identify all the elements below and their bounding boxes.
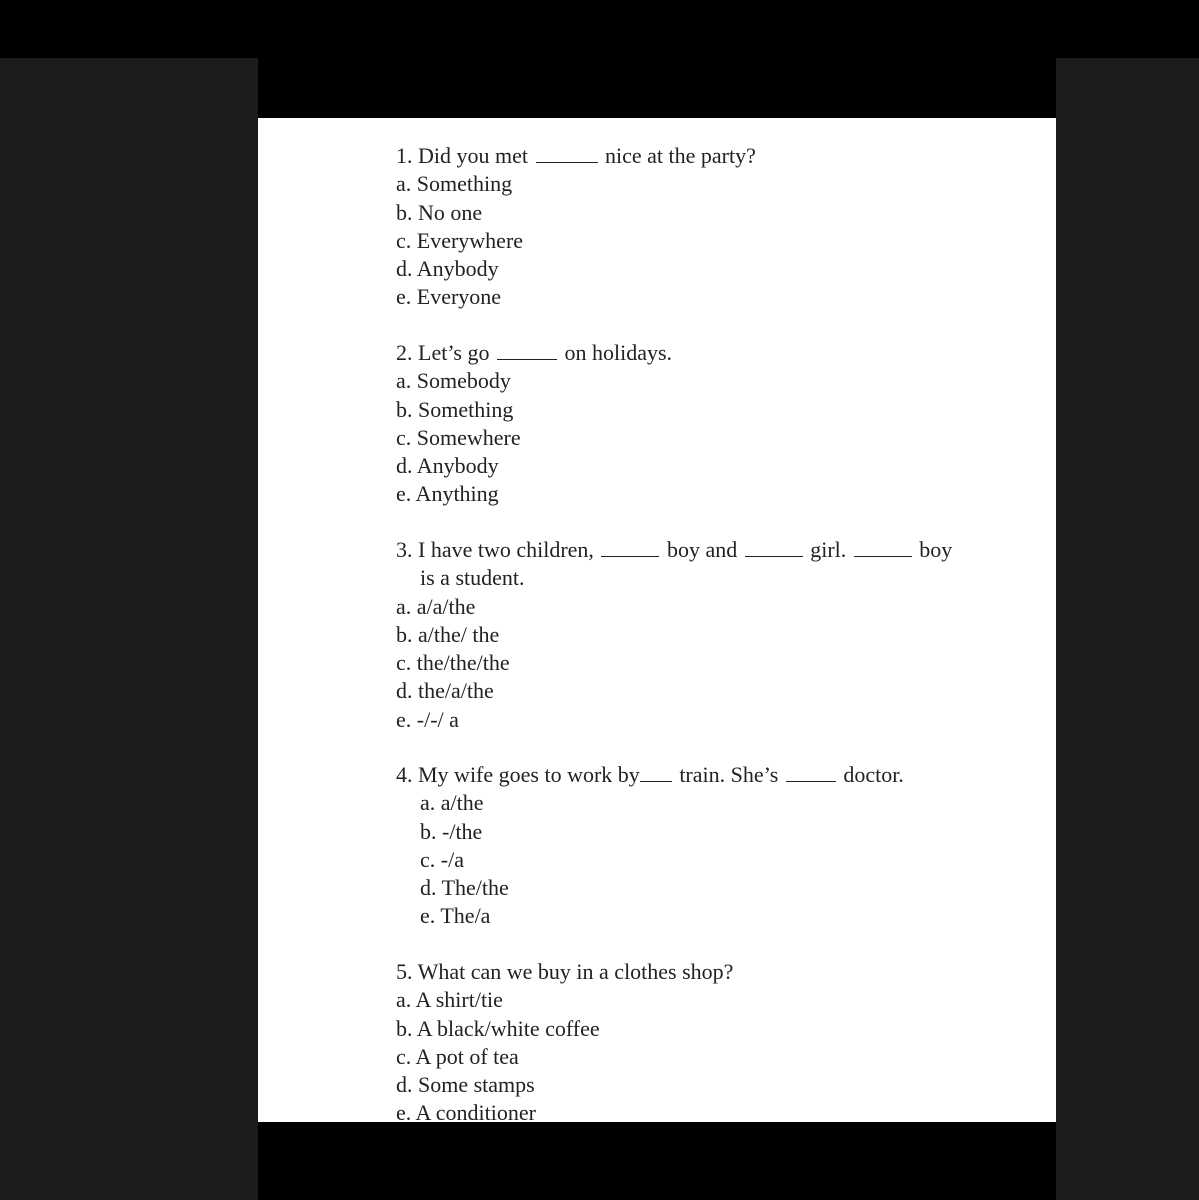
stem-text: on holidays. [564,340,673,365]
option-e: e. A conditioner [396,1100,536,1122]
option-e: e. The/a [420,903,491,929]
answer-blank [745,538,803,557]
question-stem [396,958,733,986]
answer-blank [786,763,836,782]
question-stem [396,339,672,367]
option-a: a. a/the [420,790,484,816]
option-d: d. The/the [420,875,509,901]
stem-text: 2. Let’s go [396,340,490,365]
option-e: e. -/-/ a [396,706,459,732]
answer-blank [854,538,912,557]
option-a: a. Somebody [396,368,511,394]
option-c: c. the/the/the [396,650,510,676]
option-a: a. A shirt/tie [396,987,503,1013]
option-d: d. Some stamps [396,1072,535,1098]
stem-text: 1. Did you met [396,143,528,168]
option-e: e. Everyone [396,284,502,310]
stem-continuation: is a student. [420,565,525,591]
stem-text: girl. [810,537,847,562]
option-c: c. Somewhere [396,424,521,450]
option-e: e. Anything [396,481,499,507]
question-5 [396,958,733,1122]
stem-text: train. She’s [679,762,779,787]
option-c: c. A pot of tea [396,1043,519,1069]
question-2 [396,339,672,509]
question-stem [396,761,904,789]
option-a: a. a/a/the [396,593,476,619]
option-b: b. -/the [420,818,483,844]
option-c: c. Everywhere [396,227,524,253]
option-d: d. the/a/the [396,678,494,704]
stem-text: 4. My wife goes to work by [396,762,640,787]
question-4 [396,761,904,931]
answer-blank [536,144,598,163]
stem-text: boy and [666,537,738,562]
viewer-left-margin [0,58,258,1200]
viewer-right-margin [1056,58,1199,1200]
answer-blank [601,538,659,557]
option-b: b. a/the/ the [396,621,500,647]
option-b: b. Something [396,396,514,422]
option-b: b. A black/white coffee [396,1015,600,1041]
question-stem [396,142,756,170]
option-c: c. -/a [420,846,464,872]
stem-text: nice at the party? [605,143,756,168]
stem-text: doctor. [843,762,904,787]
stem-text: 3. I have two children, [396,537,594,562]
option-b: b. No one [396,199,483,225]
option-a: a. Something [396,171,513,197]
answer-blank [497,341,557,360]
stem-text: boy [919,537,953,562]
question-stem [396,536,952,564]
answer-blank [640,763,672,782]
question-3 [396,536,952,734]
option-d: d. Anybody [396,453,499,479]
stem-text: 5. What can we buy in a clothes shop? [396,959,734,984]
document-page [258,118,1056,1122]
option-d: d. Anybody [396,256,499,282]
question-1 [396,142,756,312]
